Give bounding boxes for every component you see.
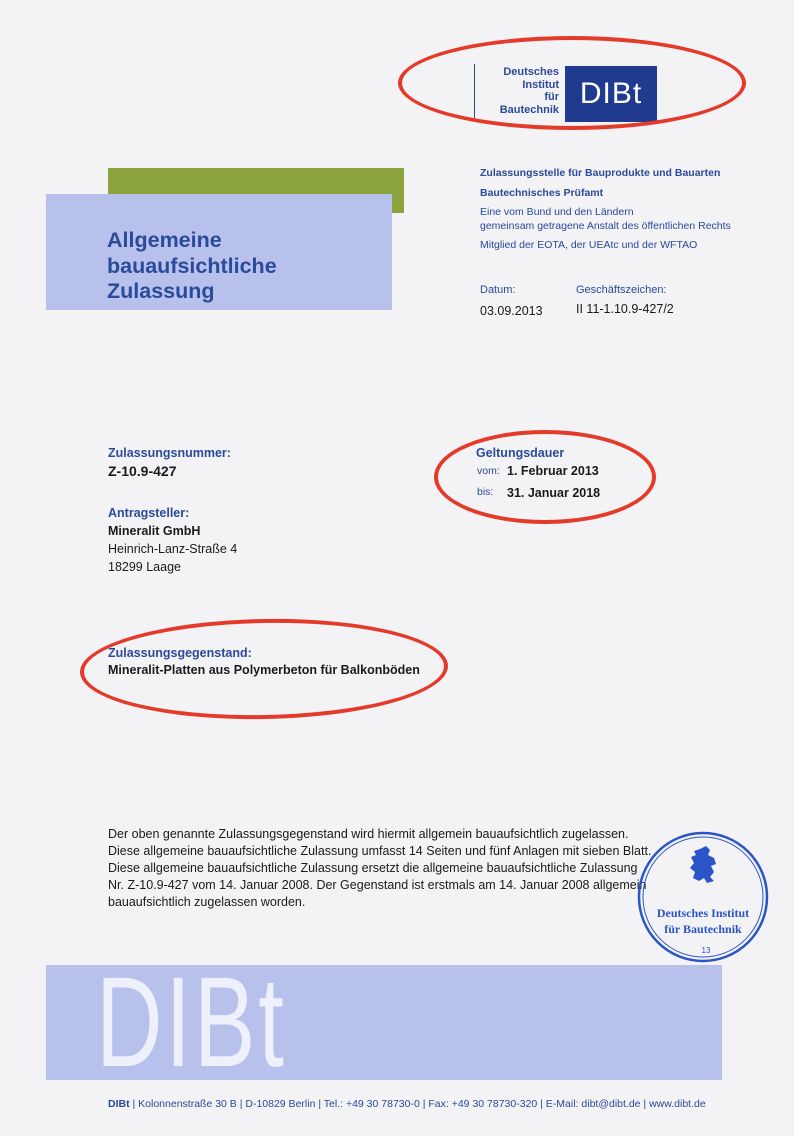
footer-watermark: DIBt: [96, 951, 287, 1094]
bear-icon: [690, 846, 716, 883]
stamp-line-2: für Bautechnik: [664, 922, 742, 936]
footer-details: | Kolonnenstraße 30 B | D-10829 Berlin | Tel.: +49 30 78730-0 | Fax: +49 30 78730-320 | E-Mail: dibt@dibt.de | www.dibt.de: [129, 1098, 706, 1110]
approval-statement: [108, 826, 708, 911]
institution-line-1: Zulassungsstelle für Bauprodukte und Bauarten: [480, 167, 721, 179]
document-title: [107, 228, 277, 305]
date-label: Datum:: [480, 284, 516, 296]
institution-line-3b: gemeinsam getragene Anstalt des öffentlichen Rechts: [480, 220, 731, 232]
validity-label: Geltungsdauer: [476, 446, 565, 460]
subject-label: Zulassungsgegenstand:: [108, 646, 252, 660]
valid-until-label: bis:: [477, 486, 494, 498]
stamp-number: 13: [701, 946, 711, 955]
reference-label: Geschäftszeichen:: [576, 284, 667, 296]
title-line-1: Allgemeine: [107, 228, 222, 252]
footer-contact: [108, 1098, 706, 1110]
date-value: 03.09.2013: [480, 304, 543, 318]
institution-line-3a: Eine vom Bund und den Ländern: [480, 206, 634, 218]
annotation-ellipse-logo: [398, 36, 746, 130]
valid-until-value: 31. Januar 2018: [507, 486, 601, 500]
statement-line-1: Der oben genannte Zulassungsgegenstand wird hiermit allgemein bauaufsichtlich zugelassen.: [108, 827, 629, 841]
logo-line-1: Deutsches: [503, 66, 559, 78]
title-line-3: Zulassung: [107, 279, 215, 303]
logo-line-4: Bautechnik: [499, 103, 559, 116]
logo-line-2: Institut: [522, 78, 559, 91]
statement-line-3: Diese allgemeine bauaufsichtliche Zulassung ersetzt die allgemeine bauaufsichtliche Zulassung: [108, 861, 638, 875]
footer-org: DIBt: [108, 1098, 130, 1110]
institution-line-2: Bautechnisches Prüfamt: [480, 187, 604, 199]
logo-line-3: für: [544, 91, 559, 103]
applicant-city: 18299 Laage: [108, 560, 181, 574]
valid-from-value: 1. Februar 2013: [507, 464, 599, 478]
subject-value: Mineralit-Platten aus Polymerbeton für Balkonböden: [108, 663, 420, 677]
official-stamp: [634, 829, 772, 965]
reference-value: II 11-1.10.9-427/2: [576, 302, 674, 316]
applicant-street: Heinrich-Lanz-Straße 4: [108, 542, 238, 556]
stamp-line-1: Deutsches Institut: [656, 906, 750, 920]
approval-number-label: Zulassungsnummer:: [108, 446, 231, 460]
title-line-2: bauaufsichtliche: [107, 253, 277, 278]
applicant-name: Mineralit GmbH: [108, 524, 201, 538]
approval-number-value: Z-10.9-427: [108, 463, 177, 479]
annotation-ellipse-subject: [79, 616, 449, 722]
institution-line-3: [480, 205, 731, 233]
statement-line-2: Diese allgemeine bauaufsichtliche Zulassung umfasst 14 Seiten und fünf Anlagen mit sieben Blatt.: [108, 844, 652, 858]
valid-from-label: vom:: [477, 465, 500, 477]
statement-line-5: bauaufsichtlich zugelassen worden.: [108, 895, 306, 909]
statement-line-4: Nr. Z-10.9-427 vom 14. Januar 2008. Der Gegenstand ist erstmals am 14. Januar 2008 allgemein: [108, 878, 647, 892]
applicant-label: Antragsteller:: [108, 506, 190, 520]
annotation-ellipse-validity: [434, 430, 656, 524]
logo-abbreviation: DIBt: [565, 66, 657, 122]
institution-line-4: Mitglied der EOTA, der UEAtc und der WFTAO: [480, 239, 698, 251]
